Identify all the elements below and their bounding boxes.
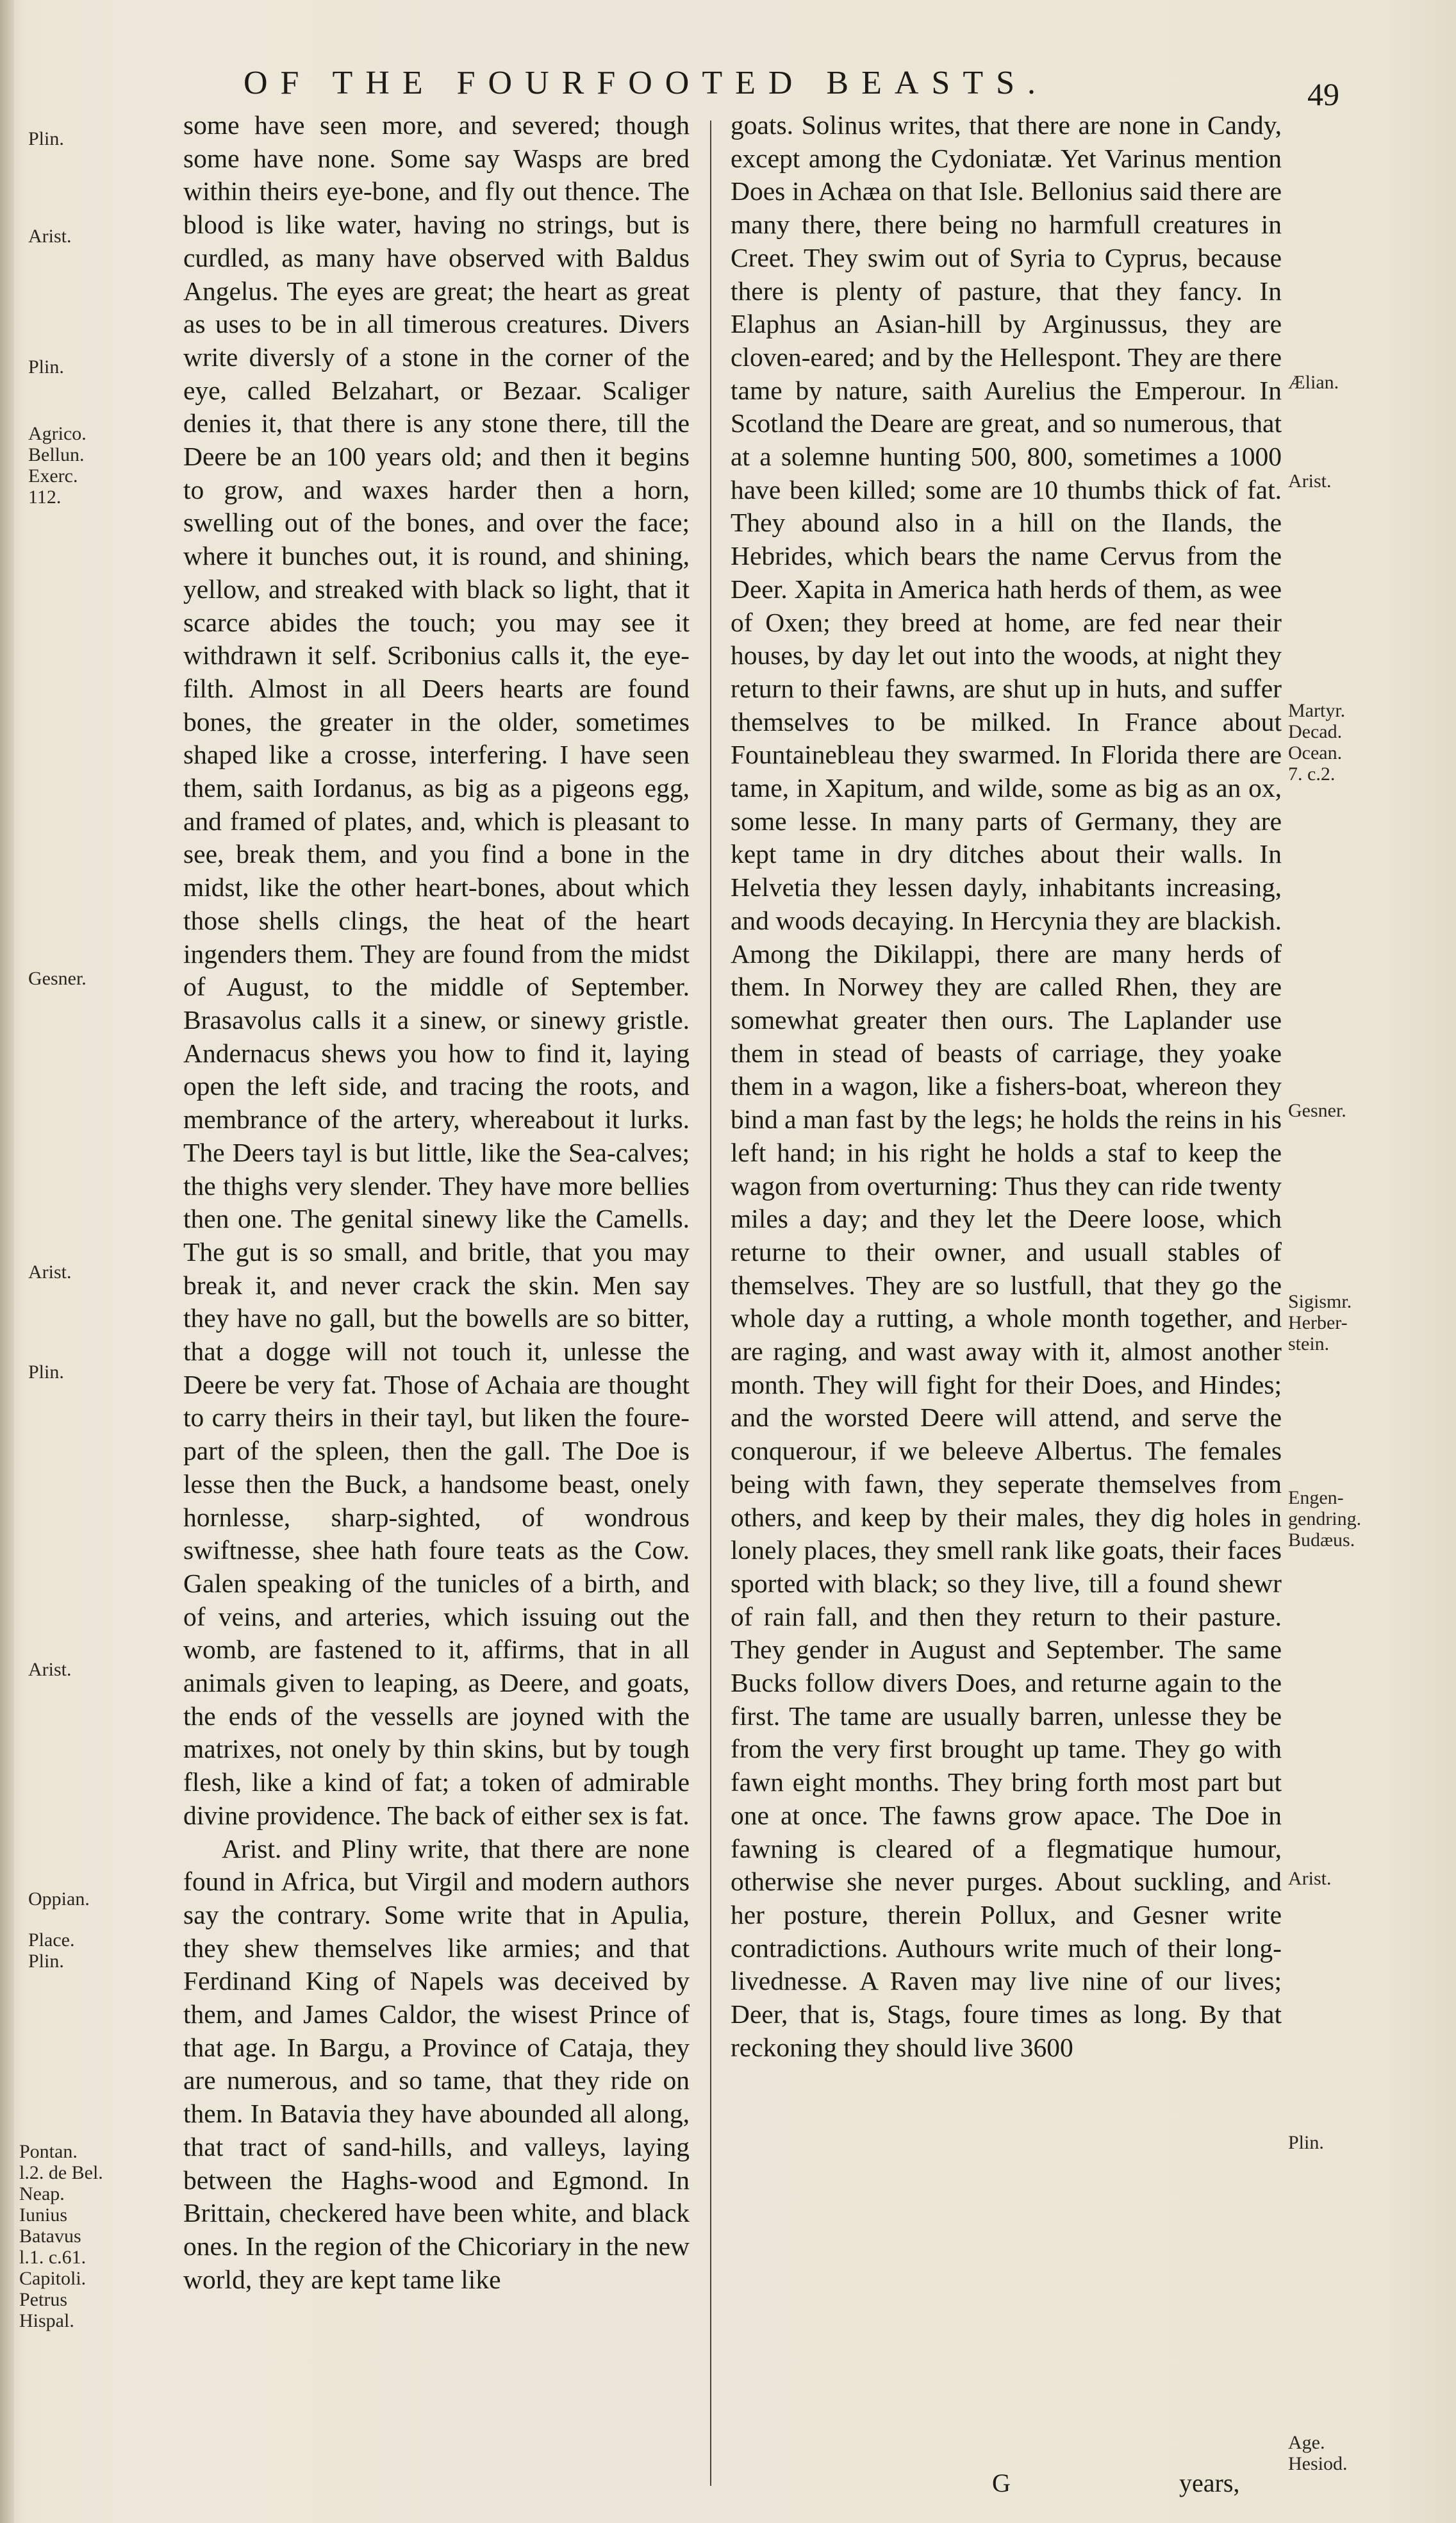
margin-note: Plin.	[28, 1361, 64, 1383]
margin-note: Pontan. l.2. de Bel. Neap. Iunius Batavus l.1. c.61. Capitoli. Petrus Hispal.	[19, 2141, 103, 2331]
left-paragraph-1: some have seen more, and severed; though some have none. Some say Wasps are bred within theirs eye-bone, and fly out thence. The blood is like water, having no strings, but is curdled, as many have observed with Baldus Angelus. The eyes are great; the heart as great as uses to be in all timerous creatures. Divers write diversly of a stone in the corner of the eye, called Belzahart, or Bezaar. Scaliger denies it, that there is any stone there, till the Deere be an 100 years old; and then it begins to grow, and waxes harder then a horn, swelling out of the bones, and over the face; where it bunches out, it is round, and shining, yellow, and streaked with black so light, that it scarce abides the touch; you may see it withdrawn it self. Scribonius calls it, the eye-filth. Almost in all Deers hearts are found bones, the greater in the older, sometimes shaped like a crosse, interfering. I have seen them, saith Iordanus, as big as a pigeons egg, and framed of plates, and, which is pleasant to see, break them, and you find a bone in the midst, like the other heart-bones, about which those shells clings, the heat of the heart ingenders them. They are found from the midst of August, to the middle of September. Brasavolus calls it a sinew, or sinewy gristle. Andernacus shews you how to find it, laying open the left side, and tracing the roots, and membrance of the artery, whereabout it lurks. The Deers tayl is but little, like the Sea-calves; the thighs very slender. They have more bellies then one. The genital sinewy like the Camells. The gut is so small, and britle, that you may break it, and never crack the skin. Men say they have no gall, but the bowells are so bitter, that a dogge will not touch it, unlesse the Deere be very fat. Those of Achaia are thought to carry theirs in their tayl, but liken the foure-part of the spleen, then the gall. The Doe is lesse then the Buck, a handsome beast, onely hornlesse, sharp-sighted, of wondrous swiftnesse, shee hath foure teats as the Cow. Galen speaking of the tunicles of a birth, and of veins, and arteries, which issuing out the womb, are fastened to it, affirms, that in all animals given to leaping, as Deere, and goats, the ends of the vessells are joyned with the matrixes, not onely by thin skins, but by tough flesh, like a kind of fat; a token of admirable divine providence. The back of either sex is fat.	[183, 110, 690, 1830]
margin-note: Arist.	[1288, 470, 1332, 492]
margin-note: Agrico. Bellun. Exerc. 112.	[28, 423, 87, 508]
right-paragraph-1: goats. Solinus writes, that there are none in Candy, except among the Cydoniatæ. Yet Varinus mention Does in Achæa on that Isle. Bellonius said there are many there, there being no harmfull creatures in Creet. They swim out of Syria to Cyprus, because there is plenty of pasture, that they fancy. In Elaphus an Asian-hill by Arginussus, they are cloven-eared; and by the Hellespont. They are there tame by nature, saith Aurelius the Emperour. In Scotland the Deare are great, and so numerous, that at a solemne hunting 500, 800, sometimes a 1000 have been killed; some are 10 thumbs thick of fat. They abound also in a hill on the Ilands, the Hebrides, which bears the name Cervus from the Deer. Xapita in America hath herds of them, as wee of Oxen; they breed at home, are fed near their houses, by day let out into the woods, at night they return to their fawns, are shut up in huts, and suffer themselves to be milked. In France about Fountainebleau they swarmed. In Florida there are tame, in Xapitum, and wilde, some as big as an ox, some lesse. In many parts of Germany, they are kept tame in dry ditches about their walls. In Helvetia they lessen dayly, inhabitants increasing, and woods decaying. In Hercynia they are blackish. Among the Dikilappi, there are many herds of them. In Norwey they are called Rhen, they are somewhat greater then ours. The Laplander use them in stead of beasts of carriage, they yoake them in a wagon, like a fishers-boat, whereon they bind a man fast by the legs; he holds the reins in his left hand; in his right he holds a staf to keep the wagon from overturning: Thus they can ride twenty miles a day; and they let the Deere loose, which returne to their owner, and usuall stables of themselves. They are so lustfull, that they go the whole day a rutting, a whole month together, and are raging, and wast away with it, almost another month. They will fight for their Does, and Hindes; and the worsted Deere will attend, and serve the conquerour, if we beleeve Albertus. The females being with fawn, they seperate themselves from others, and keep by their males, they dig holes in lonely places, they smell rank like goats, their faces sported with black; so they live, till a found shewr of rain fall, and then they return to their pasture. They gender in August and September. The same Bucks follow divers Does, and returne again to the first. The tame are usually barren, unlesse they be from the very first brought up tame. They go with fawn eight months. They bring forth most part but one at once. The fawns grow apace. The Doe in fawning is cleared of a flegmatique humour, otherwise she never purges. About suckling, and her posture, therein Pollux, and Gesner write contradictions. Authours write much of their long-livednesse. A Raven may live nine of our lives; Deer, that is, Stags, foure times as long. By that reckoning they should live 3600	[731, 110, 1282, 2062]
right-column	[731, 109, 1282, 2064]
catchword: years,	[1179, 2469, 1240, 2497]
running-head: OF THE FOURFOOTED BEASTS.	[244, 65, 1049, 101]
margin-note: Martyr. Decad. Ocean. 7. c.2.	[1288, 700, 1346, 785]
margin-note: Plin.	[28, 356, 64, 378]
margin-note: Gesner.	[28, 968, 87, 989]
margin-note: Sigismr. Herber- stein.	[1288, 1291, 1352, 1354]
margin-note: Ælian.	[1288, 372, 1339, 393]
margin-note: Engen- gendring. Budæus.	[1288, 1487, 1362, 1551]
margin-note: Place. Plin.	[28, 1929, 75, 1972]
column-rule	[710, 121, 711, 2486]
margin-note: Arist.	[28, 1262, 72, 1283]
margin-note: Arist.	[28, 1659, 72, 1680]
margin-note: Arist.	[1288, 1868, 1332, 1889]
margin-note: Age. Hesiod.	[1288, 2432, 1348, 2474]
margin-note: Gesner.	[1288, 1100, 1346, 1121]
margin-note: Plin.	[1288, 2132, 1324, 2153]
page-number: 49	[1307, 76, 1339, 112]
margin-note: Plin.	[28, 128, 64, 149]
margin-note: Oppian.	[28, 1888, 90, 1910]
left-paragraph-2: Arist. and Pliny write, that there are none found in Africa, but Virgil and modern authors say the contrary. Some write that in Apulia, they shew themselves like armies; and that Ferdinand King of Napels was deceived by them, and James Caldor, the wisest Prince of that age. In Bargu, a Province of Cataja, they are numerous, and so tame, that they ride on them. In Batavia they have abounded all along, that tract of sand-hills, and valleys, laying between the Haghs-wood and Egmond. In Brittain, checkered have been white, and black ones. In the region of the Chicoriary in the new world, they are kept tame like	[183, 1833, 690, 2294]
left-column	[183, 109, 690, 2296]
margin-note: Arist.	[28, 226, 72, 247]
page-gutter	[0, 0, 14, 2523]
signature-mark: G	[992, 2469, 1011, 2497]
